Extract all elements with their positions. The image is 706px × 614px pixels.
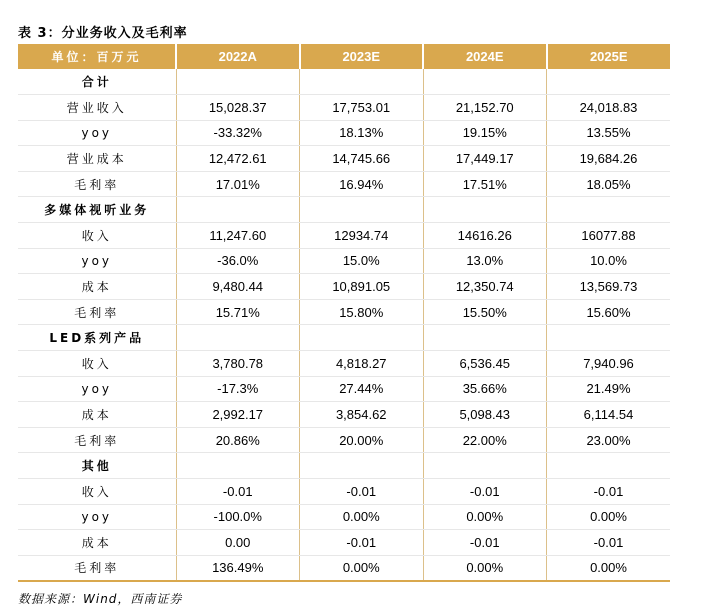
row-label: 成本 xyxy=(18,530,176,556)
row-label: 毛利率 xyxy=(18,427,176,453)
table-cell: 20.86% xyxy=(176,427,300,453)
table-cell: 13.0% xyxy=(423,248,547,274)
table-cell: 9,480.44 xyxy=(176,274,300,300)
table-cell xyxy=(176,197,300,223)
table-cell: 20.00% xyxy=(300,427,424,453)
table-cell: 10,891.05 xyxy=(300,274,424,300)
year-header-2025e: 2025E xyxy=(547,44,671,69)
table-cell xyxy=(547,325,671,351)
section-label: 多媒体视听业务 xyxy=(18,197,176,223)
table-cell xyxy=(423,453,547,479)
table-cell: 0.00% xyxy=(547,504,671,530)
table-cell: 19,684.26 xyxy=(547,146,671,172)
year-header-2023e: 2023E xyxy=(300,44,424,69)
row-label: 营业收入 xyxy=(18,95,176,121)
table-cell: 5,098.43 xyxy=(423,402,547,428)
table-cell xyxy=(300,453,424,479)
row-label: 毛利率 xyxy=(18,171,176,197)
table-cell: 23.00% xyxy=(547,427,671,453)
year-header-2022a: 2022A xyxy=(176,44,300,69)
table-cell: 12,472.61 xyxy=(176,146,300,172)
table-row xyxy=(18,95,670,121)
table-cell: 15.80% xyxy=(300,299,424,325)
table-row xyxy=(18,479,670,505)
row-label: yoy xyxy=(18,376,176,402)
section-label: 合计 xyxy=(18,69,176,95)
table-cell xyxy=(300,325,424,351)
table-cell xyxy=(423,197,547,223)
row-label: 收入 xyxy=(18,351,176,377)
table-cell: 15.71% xyxy=(176,299,300,325)
table-cell: 12,350.74 xyxy=(423,274,547,300)
table-cell: 3,780.78 xyxy=(176,351,300,377)
table-row xyxy=(18,504,670,530)
table-cell: 17,753.01 xyxy=(300,95,424,121)
table-cell: 15.50% xyxy=(423,299,547,325)
table-cell: -100.0% xyxy=(176,504,300,530)
table-cell: 0.00 xyxy=(176,530,300,556)
table-cell xyxy=(300,197,424,223)
table-row xyxy=(18,120,670,146)
table-row xyxy=(18,351,670,377)
table-cell: -0.01 xyxy=(300,530,424,556)
table-cell: -0.01 xyxy=(423,479,547,505)
table-cell: 0.00% xyxy=(423,504,547,530)
table-cell: 24,018.83 xyxy=(547,95,671,121)
table-cell: 136.49% xyxy=(176,555,300,581)
row-label: yoy xyxy=(18,504,176,530)
table-cell: 3,854.62 xyxy=(300,402,424,428)
row-label: yoy xyxy=(18,120,176,146)
row-label: 营业成本 xyxy=(18,146,176,172)
table-cell xyxy=(176,325,300,351)
table-cell: -33.32% xyxy=(176,120,300,146)
table-row xyxy=(18,555,670,581)
table-row xyxy=(18,427,670,453)
table-cell: 4,818.27 xyxy=(300,351,424,377)
table-row xyxy=(18,146,670,172)
table-cell: 14,745.66 xyxy=(300,146,424,172)
table-cell: 14616.26 xyxy=(423,223,547,249)
section-row xyxy=(18,197,670,223)
table-cell: 6,114.54 xyxy=(547,402,671,428)
table-cell: -0.01 xyxy=(176,479,300,505)
table-cell: -0.01 xyxy=(547,479,671,505)
table-cell xyxy=(423,325,547,351)
section-row xyxy=(18,69,670,95)
table-cell: 35.66% xyxy=(423,376,547,402)
table-row xyxy=(18,376,670,402)
year-header-2024e: 2024E xyxy=(423,44,547,69)
table-cell: 16.94% xyxy=(300,171,424,197)
table-cell: 22.00% xyxy=(423,427,547,453)
section-label: LED系列产品 xyxy=(18,325,176,351)
table-cell: 15.0% xyxy=(300,248,424,274)
table-cell: 7,940.96 xyxy=(547,351,671,377)
row-label: 成本 xyxy=(18,274,176,300)
table-row xyxy=(18,223,670,249)
table-cell xyxy=(547,197,671,223)
table-cell: 0.00% xyxy=(300,504,424,530)
table-cell: 17.01% xyxy=(176,171,300,197)
table-cell: 17,449.17 xyxy=(423,146,547,172)
table-body xyxy=(18,69,670,581)
row-label: 毛利率 xyxy=(18,299,176,325)
table-cell xyxy=(176,453,300,479)
table-cell: 6,536.45 xyxy=(423,351,547,377)
table-row xyxy=(18,274,670,300)
business-revenue-table xyxy=(18,44,670,582)
table-title: 表 3：分业务收入及毛利率 xyxy=(18,26,188,41)
table-cell: 18.05% xyxy=(547,171,671,197)
table-cell: -36.0% xyxy=(176,248,300,274)
table-cell: 11,247.60 xyxy=(176,223,300,249)
table-cell: 0.00% xyxy=(300,555,424,581)
table-row xyxy=(18,171,670,197)
table-cell: 10.0% xyxy=(547,248,671,274)
row-label: 收入 xyxy=(18,479,176,505)
table-cell: 27.44% xyxy=(300,376,424,402)
table-cell xyxy=(300,69,424,95)
source-note: 数据来源：Wind，西南证券 xyxy=(18,592,183,606)
table-cell: -17.3% xyxy=(176,376,300,402)
table-cell xyxy=(423,69,547,95)
table-cell: 16077.88 xyxy=(547,223,671,249)
row-label: 成本 xyxy=(18,402,176,428)
table-cell: -0.01 xyxy=(423,530,547,556)
table-cell: 13.55% xyxy=(547,120,671,146)
table-row xyxy=(18,530,670,556)
table-cell: 17.51% xyxy=(423,171,547,197)
section-row xyxy=(18,453,670,479)
table-cell: 19.15% xyxy=(423,120,547,146)
table-cell: -0.01 xyxy=(547,530,671,556)
table-cell: 12934.74 xyxy=(300,223,424,249)
table-cell: 15.60% xyxy=(547,299,671,325)
unit-label-header: 单位：百万元 xyxy=(18,44,176,69)
table-header-row xyxy=(18,44,670,69)
table-cell: 0.00% xyxy=(423,555,547,581)
table-cell xyxy=(547,453,671,479)
row-label: 收入 xyxy=(18,223,176,249)
section-label: 其他 xyxy=(18,453,176,479)
section-row xyxy=(18,325,670,351)
table-cell: 0.00% xyxy=(547,555,671,581)
table-row xyxy=(18,299,670,325)
table-row xyxy=(18,248,670,274)
table-cell: 13,569.73 xyxy=(547,274,671,300)
table-row xyxy=(18,402,670,428)
table-cell: 21.49% xyxy=(547,376,671,402)
table-cell: 18.13% xyxy=(300,120,424,146)
table-cell: 15,028.37 xyxy=(176,95,300,121)
table-cell: 2,992.17 xyxy=(176,402,300,428)
table-cell: 21,152.70 xyxy=(423,95,547,121)
table-cell: -0.01 xyxy=(300,479,424,505)
row-label: 毛利率 xyxy=(18,555,176,581)
table-cell xyxy=(547,69,671,95)
table-cell xyxy=(176,69,300,95)
row-label: yoy xyxy=(18,248,176,274)
